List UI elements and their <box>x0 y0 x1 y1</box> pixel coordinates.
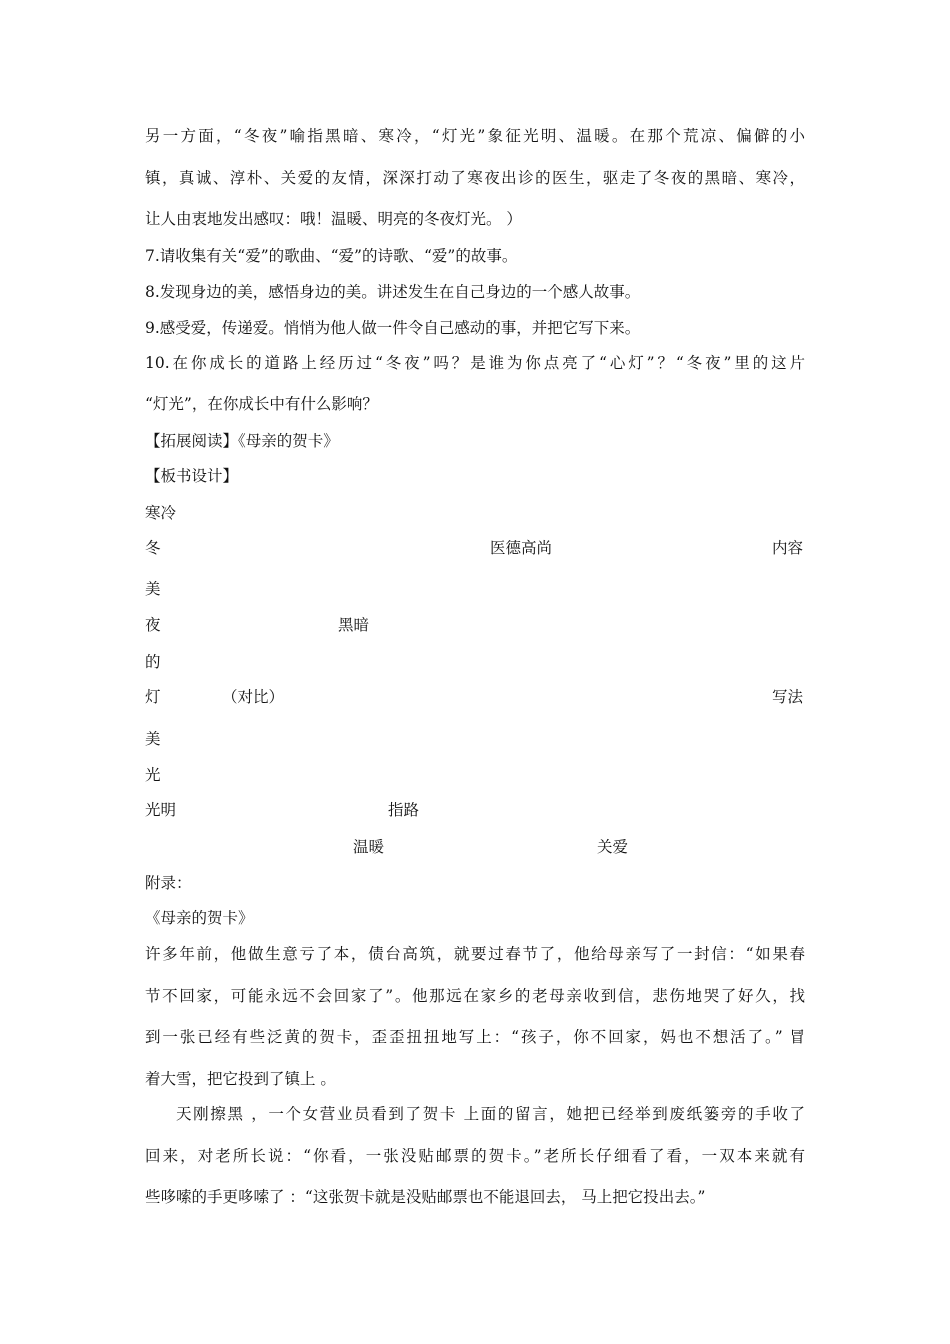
board-writing-method: 写法 <box>772 688 804 706</box>
story-p2-line-3: 些哆嗦的手更哆嗦了 ：“这张贺卡就是没贴邮票也不能退回去， 马上把它投出去。” <box>145 1188 706 1206</box>
story-p1-line-2: 节不回家，可能永远不会回家了”。他那远在家乡的老母亲收到信，悲伤地哭了好久，找 <box>145 987 805 1005</box>
story-p2-line-2: 回来，对老所长说：“你看，一张没贴邮票的贺卡。”老所长仔细看了看，一双本来就有 <box>145 1147 805 1165</box>
board-brightness: 光明 <box>145 801 177 819</box>
story-p1-line-1: 许多年前，他做生意亏了本，债台高筑，就要过春节了，他给母亲写了一封信：“如果春 <box>145 945 805 963</box>
story-title: 《母亲的贺卡》 <box>145 909 254 927</box>
story-p2-line-1: 天刚擦黑 ，一个女营业员看到了贺卡 上面的留言，她把已经举到废纸篓旁的手收了 <box>176 1105 805 1123</box>
board-medical-virtue: 医德高尚 <box>490 539 553 557</box>
extended-reading-heading: 【拓展阅读】《母亲的贺卡》 <box>145 432 339 450</box>
board-design-heading: 【板书设计】 <box>145 467 239 485</box>
board-warmth: 温暖 <box>353 838 385 856</box>
intro-line-1: 另一方面，“冬夜”喻指黑暗、寒冷，“灯光”象征光明、温暖。在那个荒凉、偏僻的小 <box>145 127 805 145</box>
board-title-char: 美 <box>145 730 161 748</box>
board-title-char: 光 <box>145 766 161 784</box>
story-p1-line-3: 到一张已经有些泛黄的贺卡，歪歪扭扭地写上：“孩子，你不回家，妈也不想活了。” 冒 <box>145 1028 805 1046</box>
question-8: 8.发现身边的美，感悟身边的美。讲述发生在自己身边的一个感人故事。 <box>145 283 641 301</box>
board-title-char: 美 <box>145 580 161 598</box>
board-title-char: 夜 <box>145 616 161 634</box>
board-care: 关爱 <box>597 838 629 856</box>
board-guiding: 指路 <box>388 801 420 819</box>
board-title-char: 灯 <box>145 688 161 706</box>
intro-line-2: 镇，真诚、淳朴、关爱的友情，深深打动了寒夜出诊的医生，驱走了冬夜的黑暗、寒冷， <box>145 169 805 187</box>
intro-line-3: 让人由衷地发出感叹：哦！温暖、明亮的冬夜灯光。 ） <box>145 210 522 228</box>
board-title-char: 的 <box>145 653 161 671</box>
board-darkness: 黑暗 <box>338 616 370 634</box>
board-cold: 寒冷 <box>145 504 177 522</box>
question-10-line-1: 10.在你成长的道路上经历过“冬夜”吗？是谁为你点亮了“心灯”？“冬夜”里的这片 <box>145 354 805 372</box>
board-content: 内容 <box>772 539 804 557</box>
question-7: 7.请收集有关“爱”的歌曲、“爱”的诗歌、“爱”的故事。 <box>145 247 518 265</box>
board-contrast: （对比） <box>222 688 285 706</box>
story-p1-line-4: 着大雪，把它投到了镇上 。 <box>145 1070 336 1088</box>
board-title-char: 冬 <box>145 539 161 557</box>
question-9: 9.感受爱，传递爱。悄悄为他人做一件令自己感动的事，并把它写下来。 <box>145 319 641 337</box>
question-10-line-2: “灯光”，在你成长中有什么影响？ <box>145 395 378 413</box>
appendix-label: 附录： <box>145 874 192 892</box>
